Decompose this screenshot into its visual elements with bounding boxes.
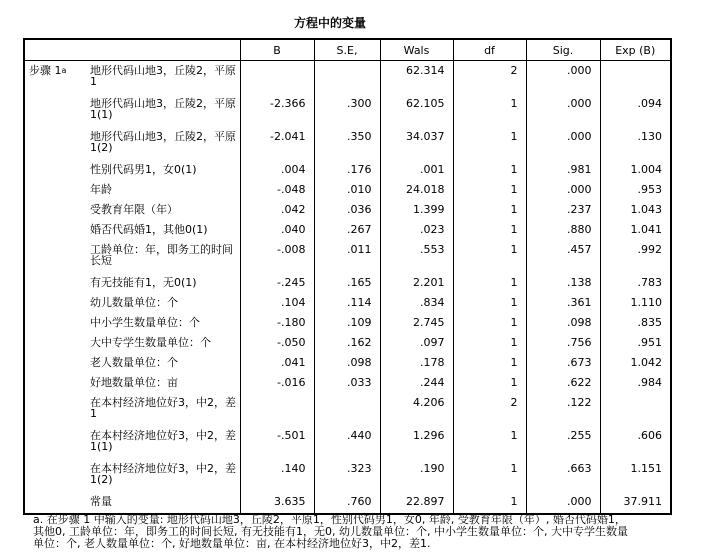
cell-sig: .673 [526, 353, 600, 373]
cell-df: 1 [453, 492, 526, 514]
cell-sig: .098 [526, 313, 600, 333]
cell-df: 1 [453, 127, 526, 160]
row-variable-label: 中小学生数量单位：个 [90, 315, 200, 329]
row-step-cell [24, 353, 86, 373]
cell-se: .267 [314, 220, 380, 240]
cell-b: -2.041 [240, 127, 314, 160]
cell-se: .440 [314, 426, 380, 459]
cell-se [314, 393, 380, 426]
cell-b: 3.635 [240, 492, 314, 514]
header-sig: Sig. [526, 39, 600, 61]
row-variable-label: 性别代码男1，女0(1) [90, 162, 197, 176]
header-row [24, 39, 671, 61]
cell-b: -.180 [240, 313, 314, 333]
cell-wals: .553 [380, 240, 453, 273]
cell-se: .165 [314, 273, 380, 293]
header-df: df [453, 39, 526, 61]
cell-b: -2.366 [240, 94, 314, 127]
cell-se: .114 [314, 293, 380, 313]
row-step-cell [24, 333, 86, 353]
row-variable-label: 在本村经济地位好3，中2，差1 [90, 395, 236, 420]
cell-b: -.048 [240, 180, 314, 200]
row-step-cell [24, 492, 86, 514]
cell-b: .140 [240, 459, 314, 492]
cell-b: -.008 [240, 240, 314, 273]
cell-b: -.245 [240, 273, 314, 293]
row-step-cell [24, 94, 86, 127]
cell-sig: .000 [526, 94, 600, 127]
table-row [24, 220, 671, 240]
cell-df: 1 [453, 273, 526, 293]
cell-expb: .953 [600, 180, 671, 200]
cell-df: 1 [453, 160, 526, 180]
cell-sig: .756 [526, 333, 600, 353]
cell-b [240, 393, 314, 426]
cell-expb: .951 [600, 333, 671, 353]
variables-in-equation-table [23, 38, 672, 515]
cell-expb: 1.042 [600, 353, 671, 373]
cell-se: .011 [314, 240, 380, 273]
row-variable-label: 有无技能有1，无0(1) [90, 275, 197, 289]
cell-wals: .244 [380, 373, 453, 393]
row-step-cell [24, 61, 86, 94]
row-step-cell [24, 240, 86, 273]
cell-b [240, 61, 314, 94]
cell-se: .109 [314, 313, 380, 333]
row-variable-label: 地形代码山地3，丘陵2，平原1 [90, 64, 236, 88]
cell-wals: .178 [380, 353, 453, 373]
cell-wals: 2.201 [380, 273, 453, 293]
cell-sig: .663 [526, 459, 600, 492]
row-variable-label: 常量 [86, 492, 240, 514]
cell-expb: 1.043 [600, 200, 671, 220]
table-row [24, 61, 671, 94]
cell-expb: .094 [600, 94, 671, 127]
row-variable-label: 在本村经济地位好3，中2，差1(1) [90, 428, 236, 453]
row-variable-label: 好地数量单位：亩 [90, 375, 178, 389]
cell-df: 1 [453, 94, 526, 127]
table-row [24, 94, 671, 127]
table-row [24, 373, 671, 393]
cell-expb [600, 393, 671, 426]
cell-se: .323 [314, 459, 380, 492]
table-row [24, 240, 671, 273]
row-step-cell [24, 220, 86, 240]
cell-expb: 37.911 [600, 492, 671, 514]
row-step-cell [24, 393, 86, 426]
step-label: 步骤 1 [29, 64, 62, 77]
row-step-cell [24, 373, 86, 393]
cell-wals: 1.296 [380, 426, 453, 459]
table-row [24, 200, 671, 220]
row-variable-label: 工龄单位：年，即务工的时间长短 [90, 242, 233, 267]
cell-b: -.016 [240, 373, 314, 393]
table-row [24, 313, 671, 333]
cell-wals: 62.105 [380, 94, 453, 127]
cell-wals: 22.897 [380, 492, 453, 514]
cell-df: 1 [453, 240, 526, 273]
cell-expb: .984 [600, 373, 671, 393]
table-row [24, 160, 671, 180]
row-step-cell [24, 293, 86, 313]
cell-expb: .992 [600, 240, 671, 273]
cell-sig: .237 [526, 200, 600, 220]
cell-wals: 24.018 [380, 180, 453, 200]
cell-wals: 1.399 [380, 200, 453, 220]
cell-se: .010 [314, 180, 380, 200]
cell-b: .040 [240, 220, 314, 240]
header-expb: Exp (B) [600, 39, 671, 61]
cell-df: 1 [453, 426, 526, 459]
cell-df: 1 [453, 200, 526, 220]
cell-wals: .001 [380, 160, 453, 180]
cell-df: 1 [453, 373, 526, 393]
cell-df: 1 [453, 459, 526, 492]
cell-b: -.050 [240, 333, 314, 353]
table-title: 方程中的变量 [293, 16, 366, 30]
cell-df: 1 [453, 353, 526, 373]
cell-sig: .981 [526, 160, 600, 180]
cell-se [314, 61, 380, 94]
row-variable-label: 地形代码山地3，丘陵2，平原1(1) [90, 96, 236, 121]
row-step-cell [24, 127, 86, 160]
table-row [24, 353, 671, 373]
cell-wals: 34.037 [380, 127, 453, 160]
row-step-cell [24, 459, 86, 492]
step-footnote-marker: a [61, 66, 67, 75]
row-variable-label: 大中专学生数量单位：个 [90, 335, 211, 349]
cell-sig: .880 [526, 220, 600, 240]
row-variable-label: 受教育年限（年） [90, 202, 178, 216]
cell-sig: .255 [526, 426, 600, 459]
cell-sig: .000 [526, 127, 600, 160]
cell-sig: .622 [526, 373, 600, 393]
row-step-cell [24, 180, 86, 200]
header-wals: Wals [380, 39, 453, 61]
footnote: a. 在步骤 1 中输入的变量: 地形代码山地3，丘陵2，平原1，性别代码男1，女0, 年龄, 受教育年限（年）, 婚否代码婚1，其他0, 工龄单位：年，即务工的时间长短, 有无技能有1，无0, 幼儿数量单位：个, 中小学生数量单位：个, 大中专学生数量单位：个, 老人数量单位：个, 好地数量单位：亩, 在本村经济地位好3，中2，差1. [33, 513, 628, 550]
cell-se: .300 [314, 94, 380, 127]
cell-wals: 2.745 [380, 313, 453, 333]
row-step-cell [24, 273, 86, 293]
cell-wals: 4.206 [380, 393, 453, 426]
cell-sig: .000 [526, 180, 600, 200]
cell-df: 2 [453, 61, 526, 94]
cell-expb: .835 [600, 313, 671, 333]
cell-se: .033 [314, 373, 380, 393]
cell-wals: .023 [380, 220, 453, 240]
cell-df: 1 [453, 293, 526, 313]
cell-df: 1 [453, 333, 526, 353]
table-row [24, 393, 671, 426]
cell-b: .042 [240, 200, 314, 220]
row-step-cell [24, 426, 86, 459]
cell-expb [600, 61, 671, 94]
cell-df: 1 [453, 220, 526, 240]
header-b: B [240, 39, 314, 61]
cell-wals: .190 [380, 459, 453, 492]
cell-b: .104 [240, 293, 314, 313]
table-row [24, 333, 671, 353]
cell-se: .176 [314, 160, 380, 180]
header-se: S.E, [314, 39, 380, 61]
table-row [24, 492, 671, 514]
cell-df: 2 [453, 393, 526, 426]
row-variable-label: 幼儿数量单位：个 [90, 295, 178, 309]
cell-sig: .000 [526, 61, 600, 94]
row-variable-label: 婚否代码婚1，其他0(1) [90, 222, 208, 236]
cell-sig: .138 [526, 273, 600, 293]
cell-df: 1 [453, 313, 526, 333]
row-step-cell [24, 200, 86, 220]
cell-df: 1 [453, 180, 526, 200]
cell-se: .036 [314, 200, 380, 220]
cell-sig: .361 [526, 293, 600, 313]
cell-wals: .097 [380, 333, 453, 353]
cell-b: .041 [240, 353, 314, 373]
cell-expb: 1.004 [600, 160, 671, 180]
header-stub [24, 39, 86, 61]
row-variable-label: 老人数量单位：个 [90, 355, 178, 369]
cell-expb: 1.110 [600, 293, 671, 313]
row-variable-label: 地形代码山地3，丘陵2，平原1(2) [90, 129, 236, 154]
cell-b: -.501 [240, 426, 314, 459]
cell-se: .760 [314, 492, 380, 514]
row-step-cell [24, 313, 86, 333]
table-row [24, 127, 671, 160]
header-stub-label [86, 39, 240, 61]
cell-b: .004 [240, 160, 314, 180]
cell-se: .350 [314, 127, 380, 160]
cell-sig: .122 [526, 393, 600, 426]
cell-sig: .000 [526, 492, 600, 514]
row-variable-label: 年龄 [90, 182, 112, 196]
cell-expb: .130 [600, 127, 671, 160]
cell-expb: .606 [600, 426, 671, 459]
cell-se: .162 [314, 333, 380, 353]
cell-expb: 1.041 [600, 220, 671, 240]
table-row [24, 426, 671, 459]
cell-wals: .834 [380, 293, 453, 313]
table-row [24, 293, 671, 313]
table-row [24, 459, 671, 492]
cell-se: .098 [314, 353, 380, 373]
table-row [24, 273, 671, 293]
table-row [24, 180, 671, 200]
cell-sig: .457 [526, 240, 600, 273]
cell-expb: 1.151 [600, 459, 671, 492]
row-variable-label: 在本村经济地位好3，中2，差1(2) [90, 461, 236, 486]
row-step-cell [24, 160, 86, 180]
cell-wals: 62.314 [380, 61, 453, 94]
cell-expb: .783 [600, 273, 671, 293]
